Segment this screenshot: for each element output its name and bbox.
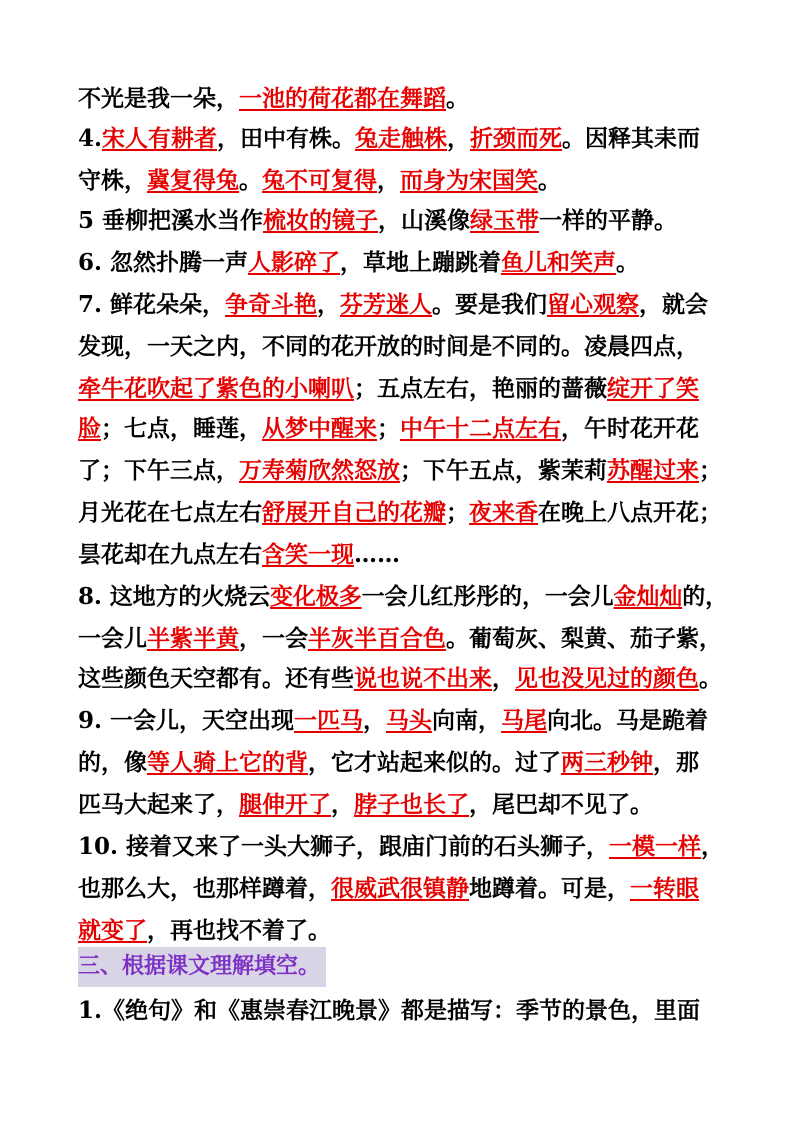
text-line — [78, 748, 728, 778]
text-line — [78, 664, 728, 694]
text-line — [78, 540, 728, 570]
text-line — [78, 332, 728, 362]
text-span: 7. 鲜花朵朵， — [78, 291, 226, 318]
answer-text: 马尾 — [501, 707, 548, 734]
text-span: 8. 这地方的火烧云 — [78, 583, 271, 610]
text-span: 。 — [538, 167, 561, 194]
answer-text: 含笑一现 — [262, 541, 354, 568]
text-span: 这些颜色天空都有。还有些 — [78, 665, 354, 692]
text-span: ， — [447, 125, 471, 152]
text-line — [78, 996, 728, 1026]
answer-text: 鱼儿和笑声 — [501, 249, 617, 276]
text-span: …… — [354, 541, 400, 568]
text-span: 5 垂柳把溪水当作 — [78, 207, 264, 234]
answer-text: 两三秒钟 — [561, 749, 653, 776]
text-span: 。 — [616, 249, 640, 276]
text-span: 昙花却在九点左右 — [78, 541, 262, 568]
text-span: 发现，一天之内，不同的花开放的时间是不同的。凌晨四点， — [78, 333, 699, 360]
text-span: 向南， — [432, 707, 502, 734]
text-span: ； — [699, 457, 722, 484]
answer-text: 梳妆的镜子 — [263, 207, 379, 234]
answer-text: 宋人有耕者 — [102, 125, 218, 152]
text-line — [78, 498, 728, 528]
text-span: ， — [492, 665, 515, 692]
answer-text: 从梦中醒来 — [262, 415, 377, 442]
text-span: 1.《绝句》和《惠崇春江晚景》都是描写：季节的景色，里面 — [78, 997, 701, 1024]
answer-text: 半紫半黄 — [147, 625, 239, 652]
answer-text: 人影碎了 — [248, 249, 341, 276]
answer-text: 绿玉带 — [470, 207, 540, 234]
text-span: ；下午五点，紫茉莉 — [400, 457, 607, 484]
text-span: ， — [363, 707, 387, 734]
text-line — [78, 456, 728, 486]
text-line — [78, 916, 728, 946]
answer-text: 半灰半百合色 — [308, 625, 446, 652]
text-span: ；七点，睡莲， — [101, 415, 262, 442]
answer-text: 变化极多 — [270, 583, 362, 610]
answer-text: 留心观察 — [547, 291, 640, 318]
text-span: 的，像 — [78, 749, 147, 776]
text-span: 。要是我们 — [432, 291, 548, 318]
text-line — [78, 166, 728, 196]
answer-text: 一转眼 — [630, 875, 699, 902]
text-line — [78, 248, 728, 278]
text-span: 了；下午三点， — [78, 457, 239, 484]
answer-text: 腿伸开了 — [239, 791, 331, 818]
text-span: 月光花在七点左右 — [78, 499, 262, 526]
text-span: 一会儿 — [78, 625, 147, 652]
answer-text: 很威武很镇静 — [331, 875, 469, 902]
text-span: ，尾巴却不见了。 — [469, 791, 653, 818]
text-span: 不光是我一朵， — [78, 85, 239, 112]
text-span: 10. 接着又来了一头大狮子，跟庙门前的石头狮子， — [78, 833, 610, 860]
answer-text: 冀复得兔 — [147, 167, 239, 194]
text-span: ，山溪像 — [378, 207, 471, 234]
answer-text: 夜来香 — [469, 499, 538, 526]
answer-text: 说也说不出来 — [354, 665, 492, 692]
text-line — [78, 84, 728, 114]
text-line — [78, 582, 728, 612]
text-span: 4. — [78, 125, 103, 152]
answer-text: 兔不可复得 — [262, 167, 377, 194]
text-line — [78, 832, 728, 862]
text-span: 在晚上八点开花； — [538, 499, 722, 526]
text-line — [78, 874, 728, 904]
text-span: ，田中有株。 — [217, 125, 356, 152]
text-span: 地蹲着。可是， — [469, 875, 630, 902]
text-span: ， — [331, 791, 354, 818]
text-span: 一会儿红彤彤的，一会儿 — [361, 583, 614, 610]
answer-text: 争奇斗艳 — [225, 291, 318, 318]
text-span: ， — [701, 833, 725, 860]
text-span: 也那么大，也那样蹲着， — [78, 875, 331, 902]
text-span: 一样的平静。 — [539, 207, 678, 234]
text-line — [78, 290, 728, 320]
text-span: ， — [377, 167, 400, 194]
answer-text: 万寿菊欣然怒放 — [239, 457, 400, 484]
text-span: 匹马大起来了， — [78, 791, 239, 818]
answer-text: 金灿灿 — [613, 583, 683, 610]
answer-text: 牵牛花吹起了紫色的小喇叭 — [78, 375, 354, 402]
answer-text: 就变了 — [78, 917, 147, 944]
text-span: ，一会 — [239, 625, 308, 652]
text-span: 。葡萄灰、梨黄、茄子紫， — [446, 625, 722, 652]
text-span: ， — [317, 291, 341, 318]
answer-text: 脖子也长了 — [354, 791, 469, 818]
answer-text: 折颈而死 — [470, 125, 563, 152]
text-line — [78, 790, 728, 820]
answer-text: 舒展开自己的花瓣 — [262, 499, 446, 526]
answer-text: 而身为宋国笑 — [400, 167, 538, 194]
text-span: 向北。马是跪着 — [547, 707, 709, 734]
text-line — [78, 206, 728, 236]
text-span: 守株， — [78, 167, 147, 194]
text-span: 。 — [446, 85, 469, 112]
text-span: ； — [446, 499, 469, 526]
answer-text: 一匹马 — [294, 707, 364, 734]
text-span: 。 — [239, 167, 262, 194]
answer-text: 马头 — [386, 707, 433, 734]
answer-text: 脸 — [78, 415, 101, 442]
answer-text: 中午十二点左右 — [400, 415, 561, 442]
answer-text: 等人骑上它的背 — [147, 749, 308, 776]
text-span: 的， — [682, 583, 729, 610]
answer-text: 一池的荷花都在舞蹈 — [239, 85, 446, 112]
text-span: 。因释其耒而 — [562, 125, 701, 152]
text-span: ，草地上蹦跳着 — [340, 249, 502, 276]
section-heading: 三、根据课文理解填空。 — [78, 947, 326, 987]
text-span: ； — [377, 415, 400, 442]
text-span: ，就会 — [639, 291, 709, 318]
text-span: ，再也找不着了。 — [147, 917, 331, 944]
answer-text: 见也没见过的颜色 — [515, 665, 699, 692]
text-line — [78, 706, 728, 736]
answer-text: 芬芳迷人 — [340, 291, 433, 318]
answer-text: 兔走触株 — [355, 125, 448, 152]
text-span: ，那 — [653, 749, 699, 776]
text-span: ，午时花开花 — [561, 415, 699, 442]
text-line — [78, 624, 728, 654]
text-span: 。 — [699, 665, 722, 692]
answer-text: 苏醒过来 — [607, 457, 699, 484]
text-line — [78, 414, 728, 444]
text-line — [78, 374, 728, 404]
text-span: ；五点左右，艳丽的蔷薇 — [354, 375, 607, 402]
text-span: 9. 一会儿，天空出现 — [78, 707, 295, 734]
answer-text: 绽开了笑 — [607, 375, 699, 402]
text-line — [78, 124, 728, 154]
text-span: ，它才站起来似的。过了 — [308, 749, 561, 776]
answer-text: 一模一样 — [609, 833, 702, 860]
text-span: 6. 忽然扑腾一声 — [78, 249, 249, 276]
